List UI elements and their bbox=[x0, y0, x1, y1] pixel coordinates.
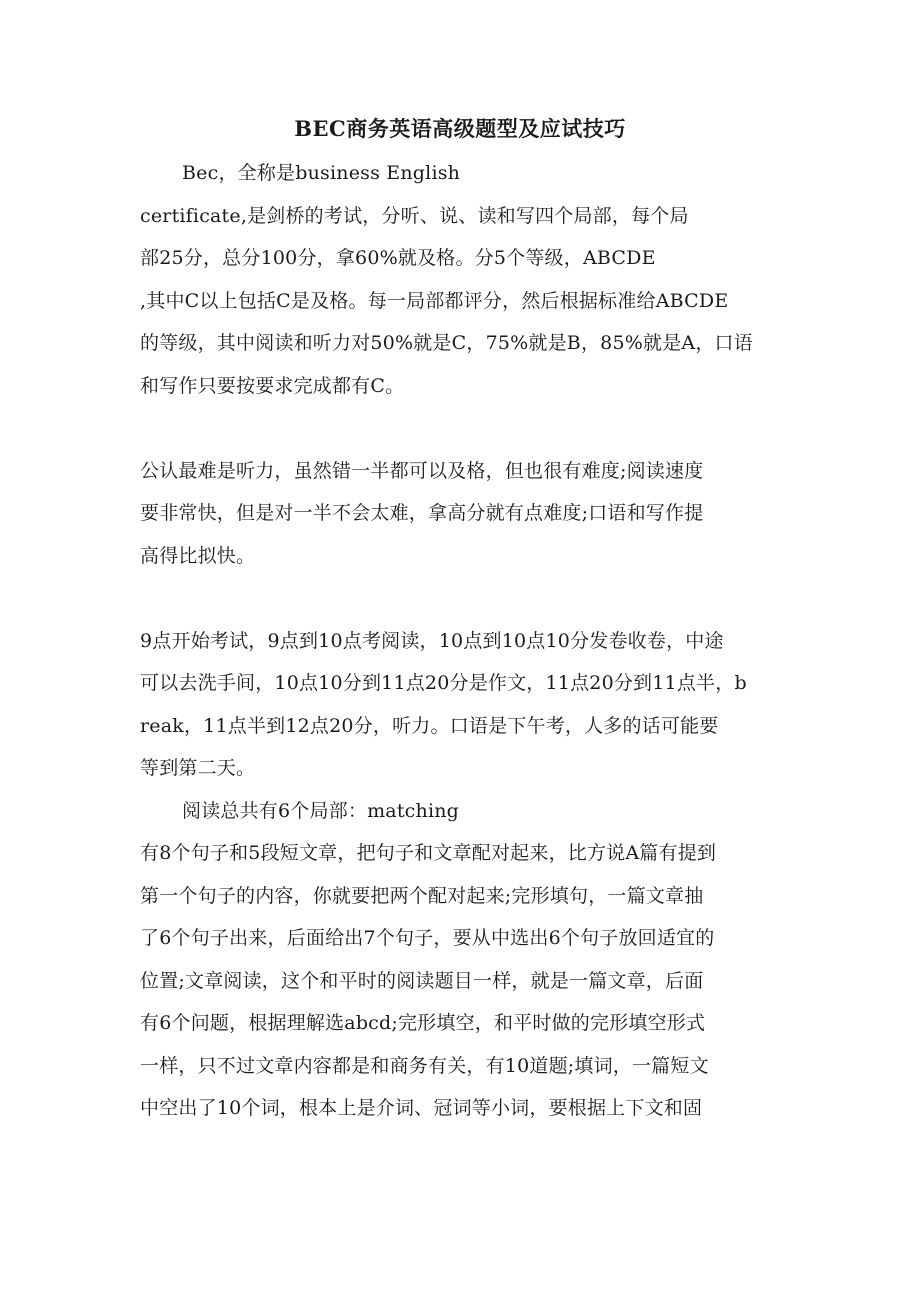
paragraph-line: 可以去洗手间，10点10分到11点20分是作文，11点20分到11点半，b bbox=[140, 672, 747, 694]
paragraph-line: 等到第二天。 bbox=[140, 757, 256, 779]
document-title: BEC商务英语高级题型及应试技巧 bbox=[294, 116, 626, 141]
paragraph-line: 了6个句子出来，后面给出7个句子，要从中选出6个句子放回适宜的 bbox=[140, 927, 715, 949]
paragraph-line: 有6个问题，根据理解选abcd;完形填空，和平时做的完形填空形式 bbox=[140, 1012, 706, 1034]
paragraph-line: 公认最难是听力，虽然错一半都可以及格，但也很有难度;阅读速度 bbox=[140, 459, 704, 482]
paragraph-gap bbox=[140, 577, 780, 620]
document-page bbox=[140, 108, 780, 1130]
paragraph-line: 要非常快，但是对一半不会太难，拿高分就有点难度;口语和写作提 bbox=[140, 502, 704, 524]
paragraph-line: 有8个句子和5段短文章，把句子和文章配对起来，比方说A篇有提到 bbox=[140, 842, 717, 864]
paragraph-line: 高得比拟快。 bbox=[140, 544, 256, 567]
paragraph-line: certificate,是剑桥的考试，分听、说、读和写四个局部，每个局 bbox=[140, 204, 689, 227]
paragraph-line: 部25分，总分100分，拿60%就及格。分5个等级，ABCDE bbox=[140, 247, 656, 269]
paragraph-line: reak，11点半到12点20分，听力。口语是下午考，人多的话可能要 bbox=[140, 714, 719, 737]
paragraph-line: 和写作只要按要求完成都有C。 bbox=[140, 374, 405, 397]
paragraph-line: Bec，全称是business English bbox=[182, 162, 461, 184]
paragraph-line: 位置;文章阅读，这个和平时的阅读题目一样，就是一篇文章，后面 bbox=[140, 969, 704, 992]
paragraph-line: 第一个句子的内容，你就要把两个配对起来;完形填句，一篇文章抽 bbox=[140, 884, 704, 907]
paragraph-line: 一样，只不过文章内容都是和商务有关，有10道题;填词，一篇短文 bbox=[140, 1054, 709, 1077]
paragraph-line: ,其中C以上包括C是及格。每一局部都评分，然后根据标准给ABCDE bbox=[140, 289, 729, 312]
paragraph-line: 阅读总共有6个局部：matching bbox=[182, 799, 460, 822]
paragraph-gap bbox=[140, 407, 780, 450]
paragraph-line: 中空出了10个词，根本上是介词、冠词等小词，要根据上下文和固 bbox=[140, 1097, 703, 1119]
paragraph-line: 9点开始考试，9点到10点考阅读，10点到10点10分发卷收卷，中途 bbox=[140, 629, 724, 652]
paragraph-line: 的等级，其中阅读和听力对50%就是C，75%就是B，85%就是A，口语 bbox=[140, 332, 753, 354]
